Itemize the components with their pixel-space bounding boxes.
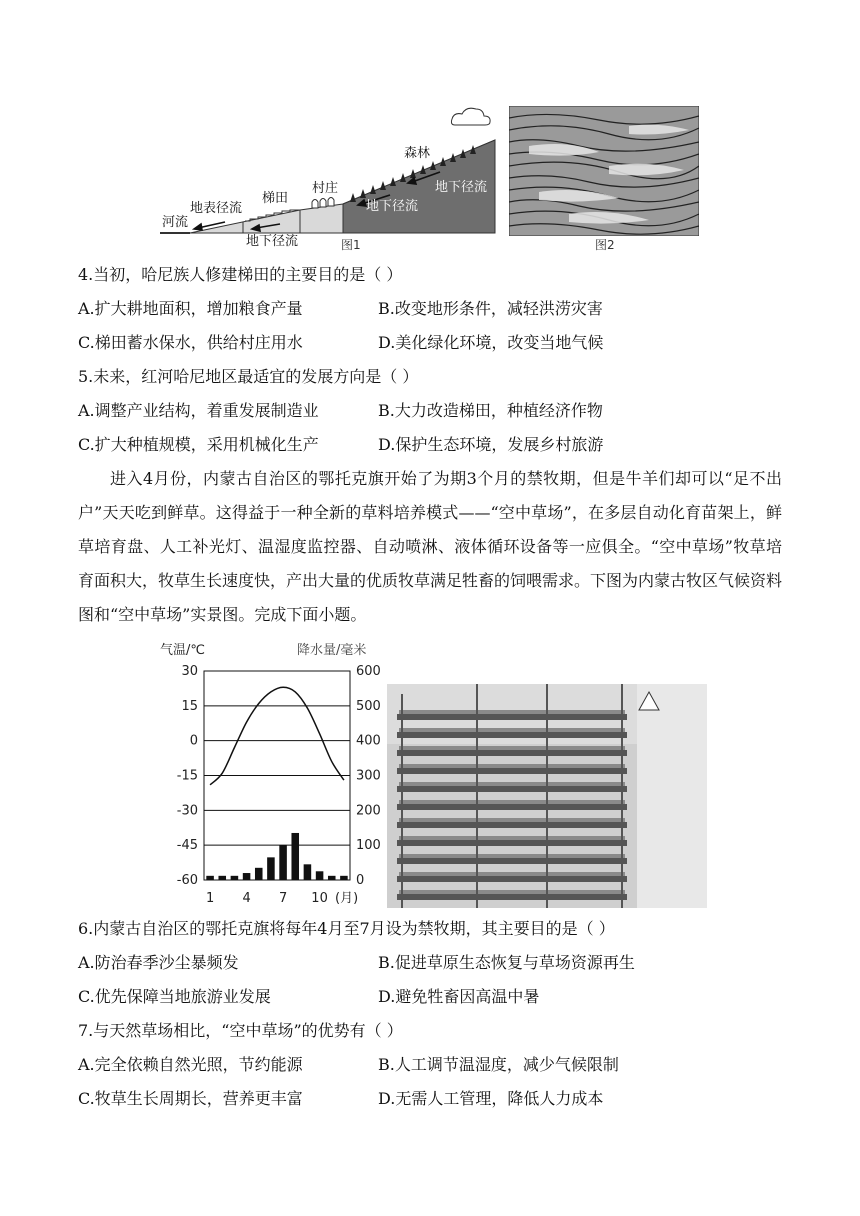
y-left-tick: 15	[181, 698, 198, 714]
y-left-tick: 30	[181, 664, 198, 679]
q5-option-d[interactable]: D.保护生态环境，发展乡村旅游	[378, 435, 604, 454]
y-right-tick: 600	[356, 664, 381, 679]
y-right-tick: 400	[356, 733, 381, 749]
label-river: 河流	[162, 215, 189, 230]
y-right-tick: 0	[356, 873, 365, 888]
air-pasture-photo	[387, 684, 707, 908]
q4-option-b[interactable]: B.改变地形条件，减轻洪涝灾害	[378, 299, 603, 318]
precipitation-bar	[231, 876, 239, 880]
fig2-caption: 图2	[595, 238, 615, 252]
grass-tray	[399, 872, 625, 876]
temperature-line	[210, 687, 344, 785]
label-groundwater-mid: 地下径流	[366, 199, 419, 214]
grass-tray	[399, 854, 625, 858]
rack-shelf	[397, 714, 627, 720]
rack-shelf	[397, 840, 627, 846]
y-left-tick: 0	[189, 733, 198, 749]
precipitation-bar	[316, 871, 324, 880]
q7-option-d[interactable]: D.无需人工管理，降低人力成本	[378, 1089, 604, 1108]
terraced-field-photo	[509, 106, 699, 236]
rack-shelf	[397, 732, 627, 738]
grass-tray	[399, 746, 625, 750]
q4-option-a[interactable]: A.扩大耕地面积，增加粮食产量	[78, 299, 303, 318]
y-right-tick: 200	[356, 803, 381, 819]
x-tick: 4	[242, 891, 251, 906]
grass-tray	[399, 836, 625, 840]
grass-tray	[399, 782, 625, 786]
grass-tray	[399, 890, 625, 894]
y-right-tick: 300	[356, 768, 381, 784]
q6-option-c[interactable]: C.优先保障当地旅游业发展	[78, 987, 271, 1006]
label-forest: 森林	[404, 146, 431, 161]
fig1-caption: 图1	[341, 238, 361, 252]
y-right-tick: 100	[356, 838, 381, 854]
precipitation-bar	[267, 857, 275, 880]
rack-shelf	[397, 822, 627, 828]
q5-option-c[interactable]: C.扩大种植规模，采用机械化生产	[78, 435, 319, 454]
rack-shelf	[397, 876, 627, 882]
x-tick: 1	[205, 891, 215, 906]
y-left-label: 气温/℃	[160, 643, 205, 658]
question-6-stem: 6.内蒙古自治区的鄂托克旗将每年4月至7月设为禁牧期，其主要目的是（ ）	[78, 919, 615, 938]
passage: 进入4月份，内蒙古自治区的鄂托克旗开始了为期3个月的禁牧期，但是牛羊们却可以“足不出户”天天吃到鲜草。这得益于一种全新的草料培养模式——“空中草场”，在多层自动化育苗架上，鲜草培育盘、人工补光灯、温湿度监控器、自动喷淋、液体循环设备等一应俱全。“空中草场”牧草培育面积大，牧草生长速度快，产出大量的优质牧草满足牲畜的饲喂需求。下图为内蒙古牧区气候资料图和“空中草场”实景图。完成下面小题。	[78, 469, 783, 624]
precipitation-bar	[255, 868, 263, 880]
grass-tray	[399, 728, 625, 732]
village-houses-icon	[312, 198, 334, 209]
y-left-tick: -60	[176, 873, 198, 888]
q7-option-c[interactable]: C.牧草生长周期长，营养更丰富	[78, 1089, 303, 1108]
rack-shelf	[397, 858, 627, 864]
rack-shelf	[397, 894, 627, 900]
y-right-label: 降水量/毫米	[297, 643, 367, 658]
q4-option-c[interactable]: C.梯田蓄水保水，供给村庄用水	[78, 333, 303, 352]
label-terrace: 梯田	[262, 191, 289, 206]
grass-tray	[399, 710, 625, 714]
climate-chart	[160, 634, 390, 910]
precipitation-bar	[340, 876, 348, 880]
q4-option-d[interactable]: D.美化绿化环境，改变当地气候	[378, 333, 604, 352]
y-left-tick: -30	[176, 803, 198, 819]
q6-option-a[interactable]: A.防治春季沙尘暴频发	[78, 953, 239, 972]
rack-shelf	[397, 786, 627, 792]
y-left-tick: -15	[176, 768, 198, 784]
grass-tray	[399, 800, 625, 804]
precipitation-bar	[218, 876, 226, 880]
rack-shelf	[397, 750, 627, 756]
grass-tray	[399, 764, 625, 768]
x-unit-label: (月)	[335, 891, 359, 906]
y-left-tick: -45	[176, 838, 198, 854]
terrace-cross-section-diagram	[150, 100, 502, 260]
label-surface-runoff: 地表径流	[190, 201, 243, 216]
grass-tray	[399, 818, 625, 822]
q5-option-a[interactable]: A.调整产业结构，着重发展制造业	[78, 401, 319, 420]
rack-shelf	[397, 804, 627, 810]
question-7-stem: 7.与天然草场相比，“空中草场”的优势有（ ）	[78, 1021, 403, 1040]
precipitation-bar	[206, 876, 214, 880]
q6-option-b[interactable]: B.促进草原生态恢复与草场资源再生	[378, 953, 635, 972]
label-village: 村庄	[312, 181, 339, 196]
q6-option-d[interactable]: D.避免牲畜因高温中暑	[378, 987, 540, 1006]
label-groundwater-right: 地下径流	[435, 180, 488, 195]
rack-shelf	[397, 768, 627, 774]
label-groundwater-left: 地下径流	[246, 234, 299, 249]
precipitation-bar	[279, 845, 287, 880]
precipitation-bar	[328, 876, 336, 880]
x-tick: 10	[311, 891, 328, 906]
x-tick: 7	[278, 891, 288, 906]
precipitation-bar	[243, 873, 251, 880]
precipitation-bar	[291, 833, 299, 880]
q7-option-b[interactable]: B.人工调节温湿度，减少气候限制	[378, 1055, 619, 1074]
question-4-stem: 4.当初，哈尼族人修建梯田的主要目的是（ ）	[78, 265, 403, 284]
precipitation-bar	[304, 864, 312, 880]
q5-option-b[interactable]: B.大力改造梯田，种植经济作物	[378, 401, 603, 420]
cloud-icon	[451, 108, 490, 125]
question-5-stem: 5.未来，红河哈尼地区最适宜的发展方向是（ ）	[78, 367, 419, 386]
y-right-tick: 500	[356, 698, 381, 714]
q7-option-a[interactable]: A.完全依赖自然光照，节约能源	[78, 1055, 303, 1074]
